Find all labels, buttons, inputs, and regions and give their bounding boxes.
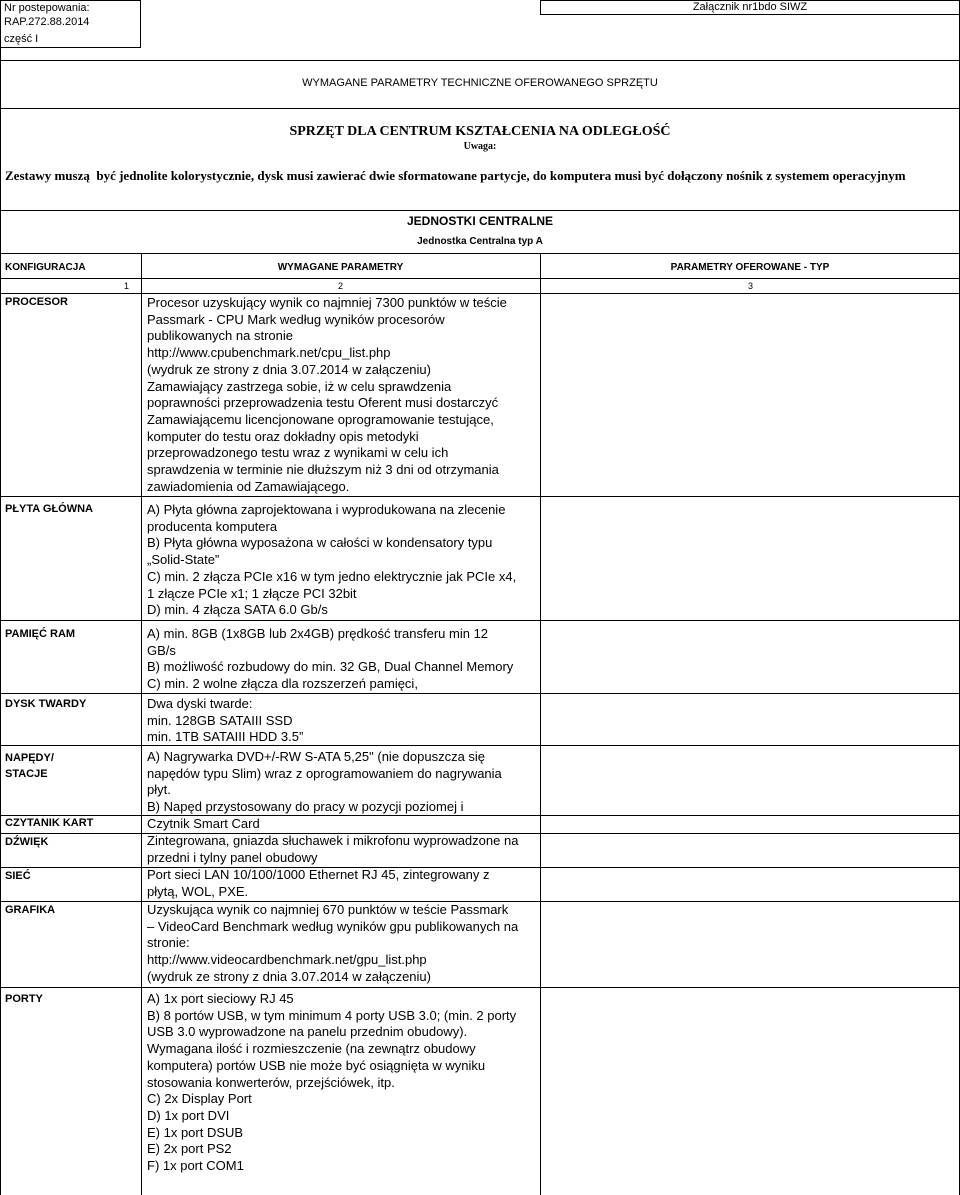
row-text-czytanik-kart: Czytnik Smart Card [147, 816, 260, 831]
row-label-plyta-glowna: PŁYTA GŁÓWNA [5, 503, 93, 515]
row-text-dysk-twardy: Dwa dyski twarde: min. 128GB SATAIII SSD min. 1TB SATAIII HDD 3.5” [147, 696, 304, 745]
row-label-napedy-stacje: NAPĘDY/ STACJE [5, 752, 54, 780]
case-label: Nr postepowania: [4, 2, 90, 14]
case-number: RAP.272.88.2014 [4, 16, 90, 28]
row-label-dysk-twardy: DYSK TWARDY [5, 698, 87, 710]
column-header-required: WYMAGANE PARAMETRY [277, 262, 404, 273]
row-text-napedy-stacje: A) Nagrywarka DVD+/-RW S-ATA 5,25" (nie dopuszcza się napędów typu Slim) wraz z oprogramowaniem do nagrywania płyt. B) Napęd przystosowany do pracy w pozycji poziomej i [147, 749, 502, 815]
row-text-dzwiek: Zintegrowana, gniazda słuchawek i mikrofonu wyprowadzone na przedni i tylny panel obudowy [147, 833, 519, 865]
note-label: Uwaga: [463, 141, 497, 152]
note-text: Zestawy muszą być jednolite kolorystycznie, dysk musi zawierać dwie sformatowane partycje, do komputera musi być dołączony nośnik z systemem operacyjnym [5, 168, 906, 183]
page-subtitle: SPRZĘT DLA CENTRUM KSZTAŁCENIA NA ODLEGŁOŚĆ [289, 124, 671, 139]
column-header-configuration: KONFIGURACJA [5, 262, 86, 273]
row-label-dzwiek: DŹWIĘK [5, 836, 49, 848]
column-number-2: 2 [337, 281, 343, 291]
attachment-label: Załącznik nr1bdo SIWZ [692, 1, 808, 13]
row-text-porty: A) 1x port sieciowy RJ 45 B) 8 portów USB, w tym minimum 4 porty USB 3.0; (min. 2 porty USB 3.0 wyprowadzone na panelu przednim obudowy). Wymagana ilość i rozmieszczenie (na zewnątrz obudowy komputera) portów USB nie może być osiągnięta w wyniku stosowania konwerterów, przejściówek, itp. C) 2x Display Port D) 1x port DVI E) 1x port DSUB E) 2x port PS2 F) 1x port COM1 [147, 991, 517, 1174]
row-text-pamiec-ram: A) min. 8GB (1x8GB lub 2x4GB) prędkość transferu min 12 GB/s B) możliwość rozbudowy do min. 32 GB, Dual Channel Memory C) min. 2 wolne złącza dla rozszerzeń pamięci, [147, 626, 514, 692]
row-label-grafika: GRAFIKA [5, 904, 56, 916]
row-label-porty: PORTY [5, 993, 43, 1005]
column-number-1: 1 [124, 281, 130, 291]
row-label-procesor: PROCESOR [5, 296, 68, 308]
column-number-3: 3 [748, 281, 754, 291]
page-title: WYMAGANE PARAMETRY TECHNICZNE OFEROWANEGO SPRZĘTU [302, 77, 658, 89]
section-subtitle: Jednostka Centralna typ A [417, 236, 543, 247]
column-header-offered: PARAMETRY OFEROWANE - TYP [670, 262, 830, 273]
row-label-czytanik-kart: CZYTANIK KART [5, 817, 94, 829]
row-text-plyta-glowna: A) Płyta główna zaprojektowana i wyprodukowana na zlecenie producenta komputera B) Płyta główna wyposażona w całości w kondensatory typu „Solid-State” C) min. 2 złącza PCIe x16 w tym jedno elektrycznie jak PCIe x4, 1 złącze PCIe x1; 1 złącze PCI 32bit D) min. 4 złącza SATA 6.0 Gb/s [147, 502, 517, 618]
part-label: część I [4, 33, 39, 45]
row-text-procesor: Procesor uzyskujący wynik co najmniej 7300 punktów w teście Passmark - CPU Mark według wyników procesorów publikowanych na stronie http://www.cpubenchmark.net/cpu_list.php (wydruk ze strony z dnia 3.07.2014 w załączeniu) Zamawiający zastrzega sobie, iż w celu sprawdzenia poprawności przeprowadzenia testu Oferent musi dostarczyć Zamawiającemu licencjonowane oprogramowanie testujące, komputer do testu oraz dokładny opis metodyki przeprowadzonego testu wraz z wynikami w celu ich sprawdzenia w terminie nie dłuższym niż 3 dni od otrzymania zawiadomienia od Zamawiającego. [147, 295, 507, 494]
row-text-siec: Port sieci LAN 10/100/1000 Ethernet RJ 45, zintegrowany z płytą, WOL, PXE. [147, 867, 490, 899]
row-label-pamiec-ram: PAMIĘĆ RAM [5, 628, 76, 640]
section-title: JEDNOSTKI CENTRALNE [406, 214, 553, 228]
row-text-grafika: Uzyskująca wynik co najmniej 670 punktów w teście Passmark – VideoCard Benchmark według wyników gpu publikowanych na stronie: http://www.videocardbenchmark.net/gpu_list.php (wydruk ze strony z dnia 3.07.2014 w załączeniu) [147, 902, 519, 984]
row-label-siec: SIEĆ [5, 870, 31, 882]
